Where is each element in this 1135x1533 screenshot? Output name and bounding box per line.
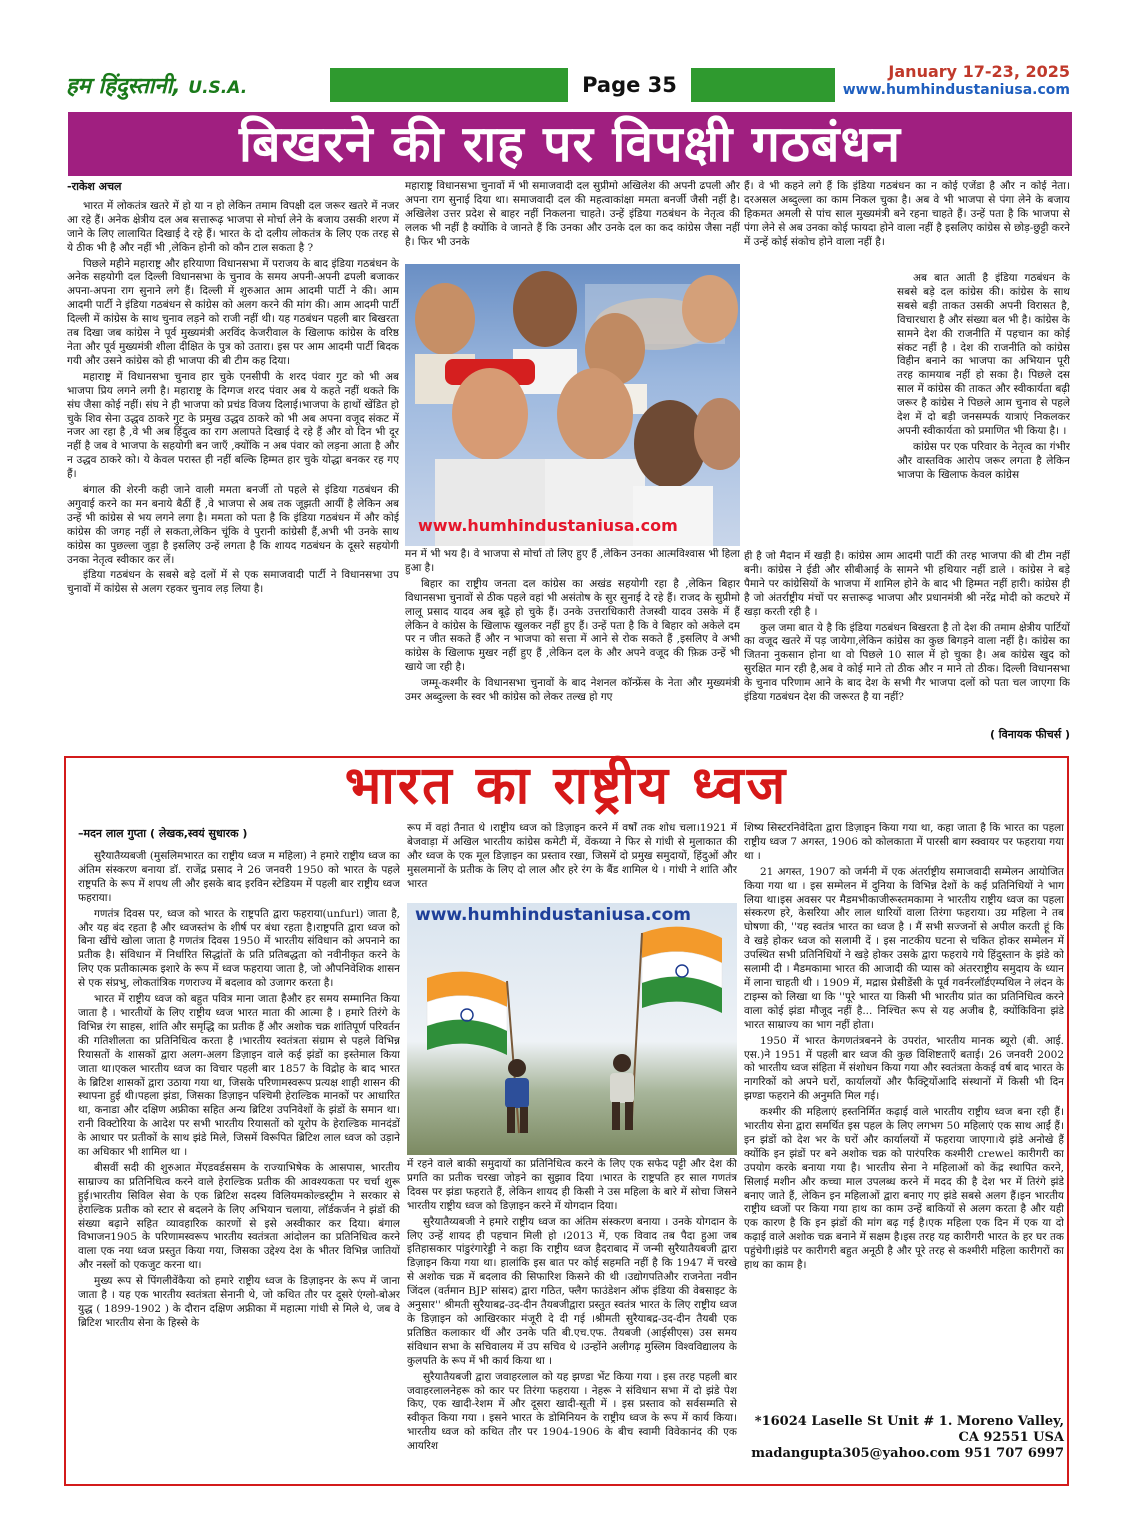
- newspaper-name-text: हम हिंदुस्तानी,: [66, 74, 181, 99]
- paragraph: 1950 में भारत केगणतंत्रबनने के उपरांत, भारतीय मानक ब्यूरो (बी. आई. एस.)ने 1951 में पहली बार ध्वज की कुछ विशिष्टताएँ बताई। 26 जनवरी 2002 को भारतीय ध्वज संहिता में संशोधन किया गया और स्वतंत्रता केकई वर्ष बाद भारत के नागरिकों को अपने घरों, कार्यालयों और फैक्ट्रियोंआदि संस्थानों में किसी भी दिन झण्डा फहराने की अनुमति मिल गई।: [744, 1034, 1064, 1103]
- article1-column-3-side: [897, 272, 1070, 550]
- paragraph: इंडिया गठबंधन के सबसे बड़े दलों में से एक समाजवादी पार्टी ने विधानसभा उप चुनावों में कांग्रेस से अलग रहकर चुनाव लड़ लिया है।: [67, 569, 399, 596]
- flag-illustration: [407, 903, 737, 1155]
- paragraph: कांग्रेस पर एक परिवार के नेतृत्व का गंभीर और वास्तविक आरोप जरूर लगता है लेकिन भाजपा के खिलाफ केवल कांग्रेस: [897, 440, 1070, 481]
- paragraph: ही है जो मैदान में खड़ी है। कांग्रेस आम आदमी पार्टी की तरह भाजपा की बी टीम नहीं बनी। कांग्रेस ने ईडी और सीबीआई के सामने भी हथियार नहीं डाले । कांग्रेस ने बड़े पैमाने पर कांग्रेसियों के भाजपा में शामिल होने के बाद भी हिम्मत नहीं हारी। कांग्रेस ही है जो अंतर्राष्ट्रीय मंचों पर सत्तारूढ़ भाजपा और प्रधानमंत्री श्री नरेंद्र मोदी को कटघरे में खड़ा करती रही है ।: [744, 550, 1070, 618]
- newspaper-suffix: U.S.A.: [188, 78, 248, 98]
- paragraph: गणतंत्र दिवस पर, ध्वज को भारत के राष्ट्रपति द्वारा फहराया(unfurl) जाता है, और यह बंद रहता है और ध्वजस्तंभ के शीर्ष पर बंधा रहता है।राष्ट्रपति द्वारा ध्वज को बिना खींचे खोला जाता है गणतंत्र दिवस 1950 में भारतीय संविधान को अपनाने का प्रतीक है। संविधान में निर्धारित सिद्धांतों के प्रति प्रतिबद्धता को नवीनीकृत करने के लिए एक प्रतीकात्मक इशारे के रूप में ध्वज फहराया जाता है, जो औपनिवेशिक शासन से एक संप्रभु, लोकतांत्रिक गणराज्य में बदलाव को उजागर करता है।: [78, 907, 400, 990]
- page-number: Page 35: [568, 68, 691, 102]
- address-line-1: *16024 Laselle St Unit # 1. Moreno Valley,: [754, 1414, 1064, 1429]
- author-address: [744, 1414, 1064, 1462]
- paragraph: बीसवीं सदी की शुरुआत मेंएडवर्डससम के राज्याभिषेक के आसपास, भारतीय साम्राज्य का प्रतिनिधित्व करने वाले हेराल्डिक प्रतीक की आवश्यकता पर चर्चा शुरू हुई।भारतीय सिविल सेवा के एक ब्रिटिश सदस्य विलियमकोल्डस्ट्रीम ने सरकार से हेराल्डिक प्रतीक को स्टार से बदलने के लिए अभियान चलाया, लॉर्डकर्जन ने झंडों की संख्या बढ़ाने सहित व्यावहारिक कारणों से इसे अस्वीकार कर दिया। बंगाल विभाजन1905 के परिणामस्वरूप भारतीय स्वतंत्रता आंदोलन का प्रतिनिधित्व करने वाला एक नया ध्वज प्रस्तुत किया गया, जिसका उद्देश्य देश के भीतर विभिन्न जातियों और नस्लों को एकजुट करना था।: [78, 1161, 400, 1272]
- opposition-leaders-photo: [405, 264, 740, 546]
- paragraph: कश्मीर की महिलाएं हस्तनिर्मित कढ़ाई वाले भारतीय राष्ट्रीय ध्वज बना रही हैं।भारतीय सेना द्वारा समर्थित इस पहल के लिए लगभग 50 महिलाएं एक साथ आईं हैं। इन झंडों को देश भर के घरों और कार्यालयों में फहराया जाएगा।ये झंडे अनोखे हैं क्योंकि इन झंडों पर बने अशोक चक्र को पारंपरिक कश्मीरी crewel कारीगरी का उपयोग करके बनाया गया है। भारतीय सेना ने महिलाओं को केंद्र स्थापित करने, सिलाई मशीन और कच्चा माल उपलब्ध करने में मदद की है देश भर में तिरंगे झंडे बनाए जाते हैं, लेकिन इन महिलाओं द्वारा बनाए गए झंडे सबसे अलग हैं।इन भारतीय राष्ट्रीय ध्वजों पर किया गया हाथ का काम उन्हें बाकियों से अलग करता है और यही एक कारण है कि इन झंडों की मांग बढ़ गई है।एक महिला एक दिन में एक या दो कढ़ाई वाले अशोक चक्र बनाने में सक्षम है।इस तरह यह कारीगरी भारत के हर घर तक पहुंचेगी।झंडे पर कारीगरी बहुत अनूठी है और पूरे तरह से कश्मीरी महिला कारीगरों का हाथ का काम है।: [744, 1106, 1064, 1272]
- article2-headline: भारत का राष्ट्रीय ध्वज: [344, 756, 789, 816]
- article2-column-2-bottom: [407, 1158, 737, 1480]
- photo2-watermark: www.humhindustaniusa.com: [415, 905, 691, 925]
- article1-column-3-bottom: [744, 550, 1070, 728]
- article2-byline: –मदन लाल गुप्ता ( लेखक,स्वयं सुधारक ): [78, 827, 248, 840]
- paragraph: बंगाल की शेरनी कही जाने वाली ममता बनर्जी तो पहले से इंडिया गठबंधन की अगुवाई करने का मन बनाये बैठीं हैं ,वे भाजपा से अब तक जूझती आयीं है लेकिन अब उन्हें भी कांग्रेस से भय लगने लगा है। ममता को पता है कि इंडिया गठबंधन में और कोई कांग्रेस की जगह नहीं ले सकता,लेकिन चूंकि वे पुरानी कांग्रेसी हैं,अभी भी उनके साथ कांग्रेस का पुछल्ला जुड़ा है इसलिए उन्हें लगता है कि शायद गठबंधन के दूसरे सहयोगी उनका नेतृत्व स्वीकार कर लें।: [67, 484, 399, 566]
- article1-column-2-bottom: [405, 548, 740, 743]
- paragraph: भारत में लोकतंत्र खतरे में हो या न हो लेकिन तमाम विपक्षी दल जरूर खतरे में नजर आ रहे हैं। अनेक क्षेत्रीय दल अब सत्तारूढ़ भाजपा से मोर्चा लेने के बजाय उसकी शरण में जाने के लिए लालायित दिखाई दे रहे हैं। भारत के दो दलीय लोकतंत्र के लिए एक तरह से ये ठीक भी है और नहीं भी ,लेकिन होनी को कौन टाल सकता है ?: [67, 199, 399, 254]
- paragraph: मन में भी भय है। वे भाजपा से मोर्चा तो लिए हुए हैं ,लेकिन उनका आत्मविश्वास भी हिला हुआ है।: [405, 548, 740, 574]
- paragraph: सुरैयातैयबजी द्वारा जवाहरलाल को यह झण्डा भेंट किया गया । इस तरह पहली बार जवाहरलालनेहरू को कार पर तिरंगा फहराया । नेहरू ने संविधान सभा में दो झंडे पेश किए, एक खादी-रेशम में और दूसरा खादी-सूती में । इस प्रस्ताव को सर्वसम्मति से स्वीकृत किया गया । इसने भारत के डोमिनियन के राष्ट्रीय ध्वज के रूप में कार्य किया। भारतीय ध्वज को कथित तौर पर 1904-1906 के बीच स्वामी विवेकानंद की एक आयरिश: [407, 1370, 737, 1453]
- article1-headline: बिखरने की राह पर विपक्षी गठबंधन: [68, 112, 1072, 176]
- paragraph: महाराष्ट्र में विधानसभा चुनाव हार चुके एनसीपी के शरद पंवार गुट को भी अब भाजपा प्रिय लगने लगी है। महाराष्ट्र के दिग्गज शरद पंवार अब ये कहते नहीं थकते कि संघ जैसा कोई नहीं। संघ ने ही भाजपा को प्रचंड विजय दिलाई।भाजपा के हाथों खेंडित हो चुके शिव सेना उद्धव ठाकरे गुट के प्रमुख उद्धव ठाकरे को भी अब अपना वजूद संकट में नजर आ रहा है ,वे भी अब हिंदुत्व का राग अलापते दिखाई दे रहे हैं और वो दिन भी दूर नहीं है जब वे भाजपा के सहयोगी बन जाएँ ,क्योंकि न अब पंवार को लड़ना आता है और न उद्धव ठाकरे को। ये केवल परास्त ही नहीं बल्कि हिम्मत हार चुके योद्धा बनकर रह गए हैं।: [67, 370, 399, 481]
- article2-column-2-top: [407, 822, 737, 902]
- paragraph: कुल जमा बात ये है कि इंडिया गठबंधन बिखरता है तो देश की तमाम क्षेत्रीय पार्टियों का वजूद खतरे में पड़ जायेगा,लेकिन कांग्रेस का कुछ बिगड़ने वाला नहीं है। कांग्रेस का जितना नुकसान होना था वो पिछले 10 साल में हो चुका है। अब कांग्रेस खुद को सुरक्षित मान रही है,अब वे कोई माने तो ठीक और न माने तो ठीक। दिल्ली विधानसभा के चुनाव परिणाम आने के बाद देश के सभी गैर भाजपा दलों को पता चल जाएगा कि इंडिया गठबंधन देश की जरूरत है या नहीं?: [744, 621, 1070, 704]
- indian-flag-left: [427, 972, 519, 1133]
- article1-column-1: [67, 180, 399, 740]
- paragraph: सुरैयातैय्यबजी (मुसलिमभारत का राष्ट्रीय ध्वज म महिला) ने हमारे राष्ट्रीय ध्वज का अंतिम संस्करण बनाया डॉ. राजेंद्र प्रसाद ने 26 जनवरी 1950 को भारत के पहले राष्ट्रपति के रूप में शपथ ली और इसके बाद इरविन स्टेडियम में पहली बार राष्ट्रीय ध्वज फहराया।: [78, 850, 400, 904]
- website-link[interactable]: www.humhindustaniusa.com: [842, 82, 1070, 98]
- indian-flag-right: [632, 927, 722, 1118]
- paragraph: रूप में वहां तैनात थे ।राष्ट्रीय ध्वज को डिज़ाइन करने में वर्षों तक शोध चला।1921 में बेजवाड़ा में अखिल भारतीय कांग्रेस कमेटी में, वेंकय्या ने फिर से गांधी से मुलाकात की और ध्वज के एक मूल डिज़ाइन का प्रस्ताव रखा, जिसमें दो प्रमुख समुदायों, हिंदुओं और मुसलमानों के प्रतीक के लिए दो लाल और हरे रंग के बैंड शामिल थे । गांधी ने शांति और भारत: [407, 822, 737, 890]
- paragraph: 21 अगस्त, 1907 को जर्मनी में एक अंतर्राष्ट्रीय समाजवादी सम्मेलन आयोजित किया गया था । इस सम्मेलन में दुनिया के विभिन्न देशों के कई प्रतिनिधियों ने भाग लिया था।इस अवसर पर मैडमभीकाजीरूस्तमकामा ने भारतीय राष्ट्रीय ध्वज का पहला संस्करण हरे, केसरिया और लाल धारियों वाला तिरंगा फहराया। उग्र महिला ने तब घोषणा की, ''यह स्वतंत्र भारत का ध्वज है । मैं सभी सज्जनों से अपील करती हूं कि वे खड़े होकर ध्वज को सलामी दें । इस नाटकीय घटना से चकित होकर सम्मेलन में उपस्थित सभी प्रतिनिधियों ने खड़े होकर उसके द्वारा फहराये गये हिंदुस्तान के झंडे को सलामी दी । मैडमकामा भारत की आजादी की प्यास को अंतरराष्ट्रीय समुदाय के ध्यान में लाना चाहती थी । 1909 में, मद्रास प्रेसीडेंसी के पूर्व गवर्नरलॉर्डएम्पथिल ने लंदन के टाइम्स को लिखा था कि ''पूरे भारत या किसी भी भारतीय प्रांत का प्रतिनिधित्व करने वाला कोई झंडा मौजूद नहीं है... निश्चित रूप से यह अजीब है, क्योंकिविना झंडे भारत साम्राज्य का भाग नहीं होता।: [744, 865, 1064, 1031]
- leaders-collage-illustration: [405, 264, 740, 546]
- article1-byline: -राकेश अचल: [67, 180, 122, 193]
- paragraph: अब बात आती है इंडिया गठबंधन के सबसे बड़े दल कांग्रेस की। कांग्रेस के साथ सबसे बड़ी ताकत उसकी अपनी विरासत है, विचारधारा है और संख्या बल भी है। कांग्रेस के सामने देश की राजनीति में पहचान का कोई संकट नहीं है । देश की राजनीति को कांग्रेस विहीन बनाने का भाजपा का अभियान पूरी तरह कामयाब नहीं हो सका है। पिछले दस साल में कांग्रेस की ताकत और स्वीकार्यता बढ़ी जरूर है कांग्रेस ने पिछले आम चुनाव से पहले देश में दो बड़ी जनसम्पर्क यात्राएं निकलकर अपनी स्वीकार्यता को प्रमाणित भी किया है। ।: [897, 272, 1070, 437]
- paragraph: सुरैयातैय्यबजी ने हमारे राष्ट्रीय ध्वज का अंतिम संस्करण बनाया । उनके योगदान के लिए उन्हें शायद ही पहचान मिली हो ।2013 में, एक विवाद तब पैदा हुआ जब इतिहासकार पांडुरंगारेड्डी ने कहा कि राष्ट्रीय ध्वज हैदराबाद में जन्मी सुरैयातैयबजी द्वारा डिज़ाइन किया गया था। हालांकि इस बात पर कोई सहमति नहीं है कि 1947 में चरखे से अशोक चक्र में बदलाव की सिफारिश किसने की थी ।उद्योगपतिऔर राजनेता नवीन जिंदल (वर्तमान BJP सांसद) द्वारा गठित, फ्लैग फाउंडेशन ऑफ इंडिया की वेबसाइट के अनुसार'' श्रीमती सुरैयाबद्र-उद-दीन तैयबजीद्वारा प्रस्तुत स्वतंत्र भारत के लिए राष्ट्रीय ध्वज के डिज़ाइन को आखिरकार मंजूरी दे दी गई ।श्रीमती सुरैयाबद्र-उद-दीन तैयबी एक प्रतिष्ठित कलाकार थीं और उनके पति बी.एच.एफ. तैयबजी (आईसीएस) उस समय संविधान सभा के सचिवालय में उप सचिव थे ।उन्होंने अलीगढ़ मुस्लिम विश्वविद्यालय के कुलपति के रूप में भी कार्य किया था ।: [407, 1215, 737, 1367]
- article1-column-2-top: [405, 180, 740, 264]
- paragraph: जम्मू-कश्मीर के विधानसभा चुनावों के बाद नेशनल कॉन्फ्रेंस के नेता और मुख्यमंत्री उमर अब्दुल्ला के स्वर भी कांग्रेस को लेकर तल्ख हो गए: [405, 677, 740, 704]
- paragraph: महाराष्ट्र विधानसभा चुनावों में भी समाजवादी दल सुप्रीमो अखिलेश की अपनी ढपली और अपना राग सुनाई दिया था। समाजवादी दल की महत्वाकांक्षा ममता बनर्जी जैसी नहीं है। अखिलेश उत्तर प्रदेश से बाहर नहीं निकलना चाहते। उन्हें इंडिया गठबंधन के नेतृत्व की ललक भी नहीं है क्योंकि वे जानते हैं कि उनका और उनके दल का कद कांग्रेस जैसा नहीं है। फिर भी उनके: [405, 180, 740, 248]
- paragraph: मुख्य रूप से पिंगलीवेंकैया को हमारे राष्ट्रीय ध्वज के डिज़ाइनर के रूप में जाना जाता है । यह एक भारतीय स्वतंत्रता सेनानी थे, जो कथित तौर पर दूसरे एंग्लो-बोअर युद्ध ( 1899-1902 ) के दौरान दक्षिण अफ्रीका में महात्मा गांधी से मिले थे, जब वे ब्रिटिश भारतीय सेना के हिस्से के: [78, 1275, 400, 1329]
- address-line-2: CA 92551 USA: [958, 1430, 1064, 1445]
- paragraph: भारत में राष्ट्रीय ध्वज को बहुत पवित्र माना जाता हैऔर हर समय सम्मानित किया जाता है । भारतीयों के लिए राष्ट्रीय ध्वज भारत माता की आत्मा है । हमारे तिरंगे के विभिन्न रंग साहस, शांति और समृद्धि का प्रतीक हैं और अशोक चक्र शांतिपूर्ण परिवर्तन की गतिशीलता का प्रतिनिधित्व करता है ।भारतीय स्वतंत्रता संग्राम से पहले विभिन्न रियासतों के शासकों द्वारा अलग-अलग डिज़ाइन वाले कई झंडों का इस्तेमाल किया जाता था।एकल भारतीय ध्वज का विचार पहली बार 1857 के विद्रोह के बाद भारत के ब्रिटिश शासकों द्वारा उठाया गया था, जिसके परिणामस्वरूप प्रत्यक्ष शाही शासन की स्थापना हुई थी।पहला झंडा, जिसका डिज़ाइन पश्चिमी हेराल्डिक मानकों पर आधारित था, कनाडा और दक्षिण अफ्रीका सहित अन्य ब्रिटिश उपनिवेशों के झंडों के समान था।रानी विक्टोरिया के आदेश पर सभी भारतीय रियासतों को यूरोप के हेराल्डिक मानदंडों के आधार पर प्रतीकों के साथ झंडे मिले, जिसमें विरूपित ब्रिटिश लाल ध्वज को उड़ाने का अधिकार भी शामिल था ।: [78, 993, 400, 1159]
- paragraph: हैं। वे भी कहने लगे हैं कि इंडिया गठबंधन का न कोई एजेंडा है और न कोई नेता। दरअसल अब्दुल्ला का काम निकल चुका है। अब वे भी भाजपा से पंगा लेने के बजाय हिकमत अमली से पांच साल मुख्यमंत्री बने रहना चाहते हैं। उन्हें पता है कि भाजपा से पंगा लेने से अब उनका कोई फायदा होने वाला नहीं है इसलिए कांग्रेस से छोड़-छुट्टी करने में उन्हें कोई संकोच होने वाला नहीं है।: [744, 180, 1070, 248]
- newspaper-name: [66, 70, 247, 100]
- article2-column-1: [78, 850, 400, 1480]
- paragraph: पिछले महीने महाराष्ट्र और हरियाणा विधानसभा में पराजय के बाद इंडिया गठबंधन के अनेक सहयोगी दल दिल्ली विधानसभा के चुनाव के समय अपनी-अपनी ढपली बजाकर अपना-अपना राग सुनाने लगे हैं। दिल्ली में शुरुआत आम आदमी पार्टी ने की। आम आदमी पार्टी ने इंडिया गठबंधन से कांग्रेस को अलग करने की मांग की। आम आदमी पार्टी दिल्ली में कांग्रेस के साथ चुनाव लड़ने को राजी नहीं थी। यह गठबंधन पहली बार बिखरता तब दिखा जब कांग्रेस ने पूर्व मुख्यमंत्री अरविंद केजरीवाल के खिलाफ कांग्रेस के वरिष्ठ नेता और पूर्व मुख्यमंत्री शीला दीक्षित के पुत्र को उतारा। इस पर आम आदमी पार्टी बिदक गयी और उसने कांग्रेस को ही भाजपा की बी टीम कह दिया।: [67, 257, 399, 367]
- article1-column-3-top: [744, 180, 1070, 264]
- photo1-watermark: www.humhindustaniusa.com: [418, 516, 678, 535]
- paragraph: बिहार का राष्ट्रीय जनता दल कांग्रेस का अखंड सहयोगी रहा है ,लेकिन बिहार विधानसभा चुनावों से ठीक पहले वहां भी असंतोष के सुर सुनाई दे रहे हैं। राजद के सुप्रीमो लालू प्रसाद यादव अब बूढ़े हो चुके हैं। उनके उत्तराधिकारी तेजस्वी यादव उसके में हैं लेकिन वे कांग्रेस के खिलाफ खुलकर नहीं हुए हैं। उन्हें पता है कि वे बिहार को अकेले दम पर न जीत सकते हैं और न भाजपा को सत्ता में आने से रोक सकते हैं ,इसलिए वे अभी कांग्रेस के खिलाफ मुखर नहीं हुए हैं ,लेकिन दल के और अपने वजूद की फ़िक्र उन्हें भी खाये जा रही है।: [405, 577, 740, 674]
- issue-date: January 17-23, 2025: [888, 62, 1070, 81]
- author-contact[interactable]: madangupta305@yahoo.com 951 707 6997: [751, 1446, 1064, 1461]
- paragraph: में रहने वाले बाकी समुदायों का प्रतिनिधित्व करने के लिए एक सफेद पट्टी और देश की प्रगति का प्रतीक चरखा जोड़ने का सुझाव दिया ।भारत के राष्ट्रपति हर साल गणतंत्र दिवस पर झंडा फहराते हैं, लेकिन शायद ही किसी ने उस महिला के बारे में सोचा जिसने भारतीय राष्ट्रीय ध्वज को डिज़ाइन करने में योगदान दिया।: [407, 1158, 737, 1212]
- paragraph: शिष्य सिस्टरनिवेदिता द्वारा डिज़ाइन किया गया था, कहा जाता है कि भारत का पहला राष्ट्रीय ध्वज 7 अगस्त, 1906 को कोलकाता में पारसी बाग स्क्वायर पर फहराया गया था ।: [744, 822, 1064, 862]
- article2-column-3: [744, 822, 1064, 1410]
- article1-credit: ( विनायक फीचर्स ): [989, 728, 1070, 741]
- flag-children-photo: [407, 903, 737, 1155]
- running-children: [505, 1054, 634, 1133]
